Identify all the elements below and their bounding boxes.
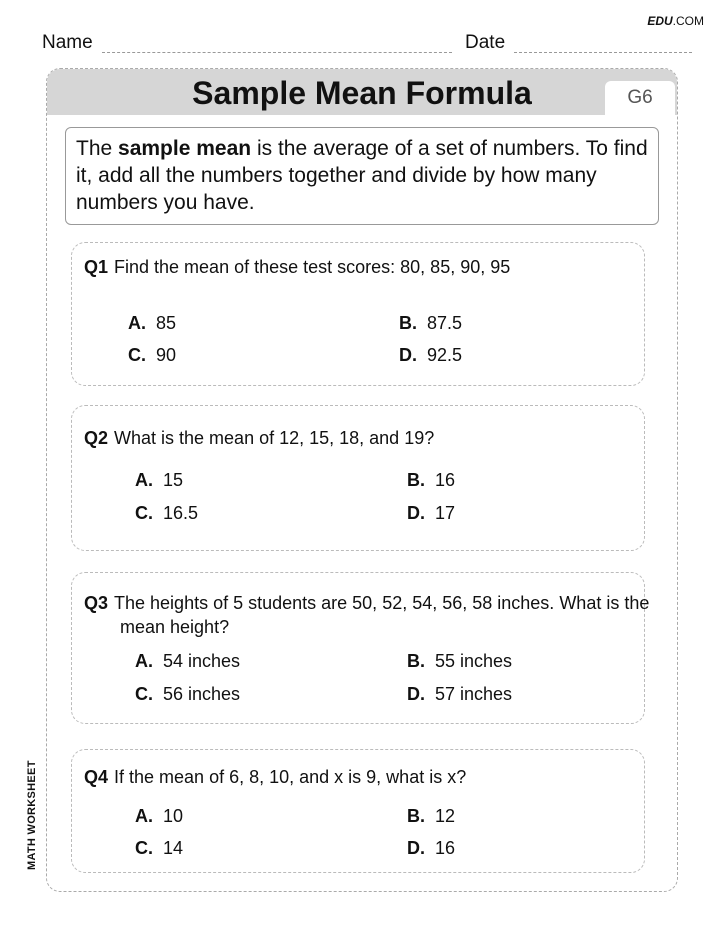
option-value: 57 inches xyxy=(435,684,513,704)
option-value: 55 inches xyxy=(435,651,513,671)
option-value: 87.5 xyxy=(427,313,463,333)
option-letter: B. xyxy=(399,313,417,333)
option-letter: B. xyxy=(407,651,425,671)
answer-option[interactable] xyxy=(399,345,462,366)
question-body: The heights of 5 students are 50, 52, 54, 56, 58 inches. What is the mean height? xyxy=(114,593,650,637)
option-letter: A. xyxy=(135,470,153,490)
answer-option[interactable] xyxy=(407,838,455,859)
option-letter: C. xyxy=(135,684,153,704)
option-letter: A. xyxy=(128,313,146,333)
option-letter: C. xyxy=(135,838,153,858)
option-letter: D. xyxy=(399,345,417,365)
date-label: Date xyxy=(465,32,506,53)
answer-option[interactable] xyxy=(407,470,455,491)
option-letter: A. xyxy=(135,651,153,671)
option-letter: A. xyxy=(135,806,153,826)
answer-option[interactable] xyxy=(407,684,512,705)
intro-box xyxy=(65,127,659,225)
question-number: Q1 xyxy=(84,257,109,277)
option-letter: C. xyxy=(128,345,146,365)
question-body: Find the mean of these test scores: 80, 85, 90, 95 xyxy=(114,257,511,277)
question-card xyxy=(71,749,645,873)
name-label: Name xyxy=(42,32,93,53)
grade-tab: G6 xyxy=(605,81,675,115)
answer-option[interactable] xyxy=(135,684,240,705)
name-line[interactable] xyxy=(102,52,452,53)
answer-option[interactable] xyxy=(407,651,512,672)
option-value: 85 xyxy=(156,313,177,333)
option-value: 10 xyxy=(163,806,184,826)
option-letter: D. xyxy=(407,684,425,704)
question-number: Q4 xyxy=(84,767,109,787)
answer-option[interactable] xyxy=(128,313,176,334)
option-value: 16 xyxy=(435,838,456,858)
question-text xyxy=(84,591,650,639)
answer-option[interactable] xyxy=(135,651,240,672)
intro-after: is the average of a set of numbers. To find it, add all the numbers together and divide by how many numbers you have. xyxy=(76,137,648,214)
question-card xyxy=(71,572,650,724)
answer-option[interactable] xyxy=(407,806,455,827)
answer-option[interactable] xyxy=(399,313,462,334)
question-card xyxy=(71,405,645,551)
option-value: 92.5 xyxy=(427,345,463,365)
answer-option[interactable] xyxy=(407,503,455,524)
option-value: 16.5 xyxy=(163,503,199,523)
question-body: If the mean of 6, 8, 10, and x is 9, what is x? xyxy=(114,767,467,787)
page-title: Sample Mean Formula xyxy=(192,75,532,111)
intro-bold: sample mean xyxy=(118,137,252,160)
question-number: Q2 xyxy=(84,428,109,448)
question-card xyxy=(71,242,645,386)
question-text xyxy=(84,255,634,279)
option-letter: D. xyxy=(407,503,425,523)
option-value: 56 inches xyxy=(163,684,241,704)
option-letter: B. xyxy=(407,470,425,490)
question-number: Q3 xyxy=(84,593,109,613)
brand-bold: EDU xyxy=(647,14,673,28)
answer-option[interactable] xyxy=(135,806,183,827)
answer-option[interactable] xyxy=(135,470,183,491)
side-label: MATH WORKSHEET xyxy=(26,760,38,870)
question-text xyxy=(84,765,634,789)
question-body: What is the mean of 12, 15, 18, and 19? xyxy=(114,428,435,448)
answer-option[interactable] xyxy=(135,503,198,524)
answer-option[interactable] xyxy=(128,345,176,366)
name-date-row xyxy=(42,32,692,54)
option-value: 16 xyxy=(435,470,456,490)
option-value: 17 xyxy=(435,503,456,523)
question-text xyxy=(84,426,634,450)
answer-option[interactable] xyxy=(135,838,183,859)
option-value: 90 xyxy=(156,345,177,365)
brand-logo xyxy=(647,14,704,28)
option-value: 15 xyxy=(163,470,184,490)
option-letter: D. xyxy=(407,838,425,858)
option-value: 12 xyxy=(435,806,456,826)
worksheet-card xyxy=(46,68,678,892)
intro-before: The xyxy=(76,137,119,160)
brand-rest: .COM xyxy=(672,14,704,28)
option-letter: B. xyxy=(407,806,425,826)
option-letter: C. xyxy=(135,503,153,523)
option-value: 14 xyxy=(163,838,184,858)
date-line[interactable] xyxy=(514,52,692,53)
title-banner xyxy=(47,69,677,115)
option-value: 54 inches xyxy=(163,651,241,671)
